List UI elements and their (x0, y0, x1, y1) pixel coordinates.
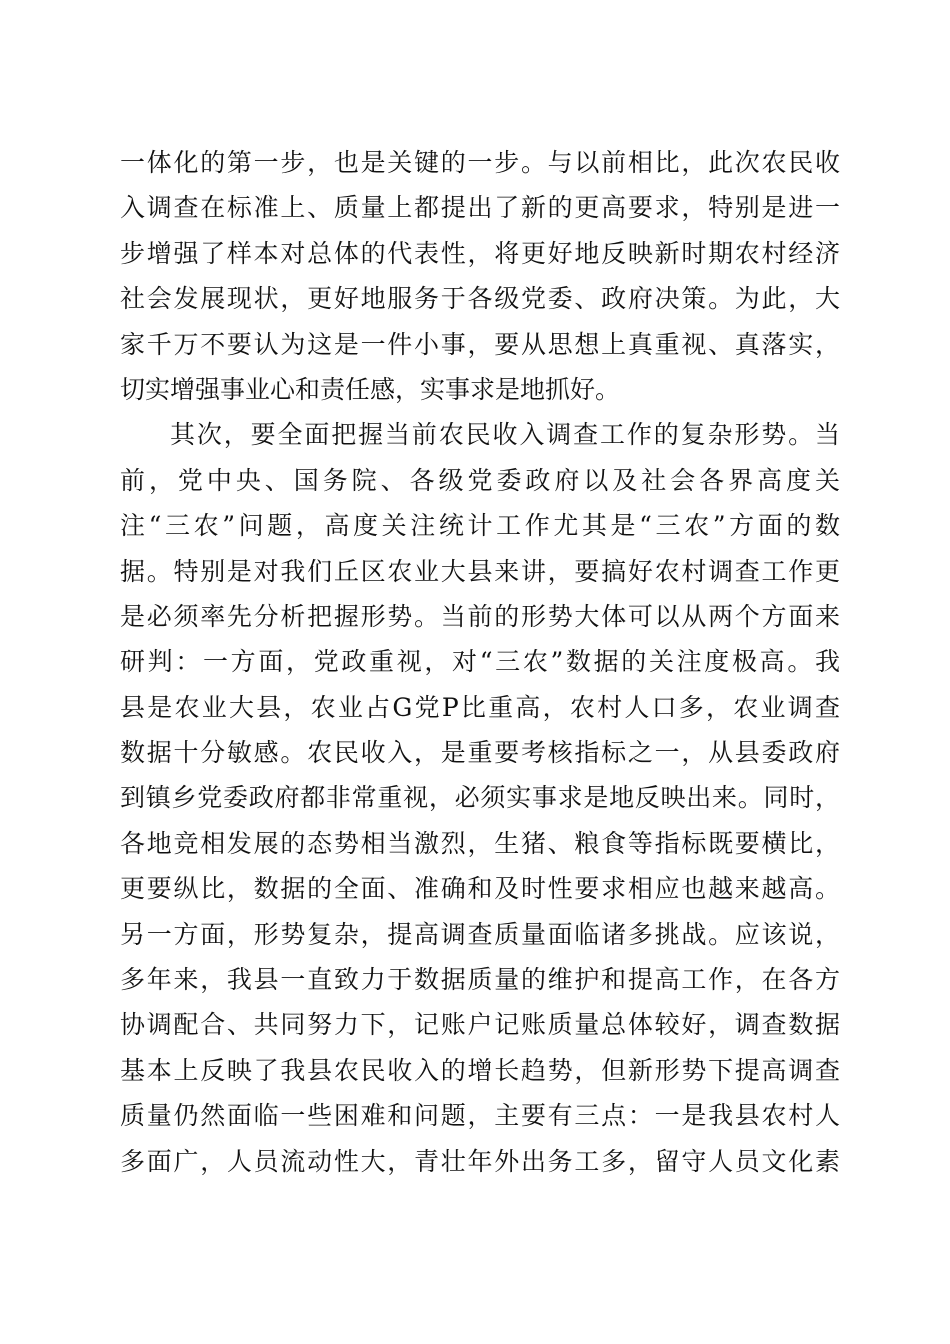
text-line-2: 入调查在标准上、质量上都提出了新的更高要求，特别是进一 (120, 193, 840, 223)
text-line-17: 更要纵比，数据的全面、准确和及时性要求相应也越来越高。 (120, 874, 840, 904)
text-line-22: 质量仍然面临一些困难和问题，主要有三点：一是我县农村人 (120, 1101, 840, 1131)
text-line-14: 数据十分敏感。农民收入，是重要考核指标之一，从县委政府 (120, 738, 840, 768)
text-line-15: 到镇乡党委政府都非常重视，必须实事求是地反映出来。同时， (120, 783, 840, 813)
text-line-9: 注“三农”问题，高度关注统计工作尤其是“三农”方面的数 (120, 511, 840, 541)
text-line-18: 另一方面，形势复杂，提高调查质量面临诸多挑战。应该说， (120, 919, 840, 949)
text-line-23: 多面广，人员流动性大，青壮年外出务工多，留守人员文化素 (120, 1146, 840, 1176)
text-line-13: 县是农业大县，农业占G党P比重高，农村人口多，农业调查 (120, 692, 840, 722)
text-line-19: 多年来，我县一直致力于数据质量的维护和提高工作，在各方 (120, 965, 840, 995)
text-line-12: 研判：一方面，党政重视，对“三农”数据的关注度极高。我 (120, 647, 840, 677)
text-line-4: 社会发展现状，更好地服务于各级党委、政府决策。为此，大 (120, 284, 840, 314)
text-line-1: 一体化的第一步，也是关键的一步。与以前相比，此次农民收 (120, 148, 840, 177)
text-line-5: 家千万不要认为这是一件小事，要从思想上真重视、真落实， (120, 329, 840, 359)
text-line-3: 步增强了样本对总体的代表性，将更好地反映新时期农村经济 (120, 238, 840, 268)
text-line-21: 基本上反映了我县农民收入的增长趋势，但新形势下提高调查 (120, 1055, 840, 1085)
text-line-10: 据。特别是对我们丘区农业大县来讲，要搞好农村调查工作更 (120, 556, 840, 586)
text-line-20: 协调配合、共同努力下，记账户记账质量总体较好，调查数据 (120, 1010, 840, 1040)
text-line-11: 是必须率先分析把握形势。当前的形势大体可以从两个方面来 (120, 601, 840, 631)
text-line-16: 各地竞相发展的态势相当激烈，生猪、粮食等指标既要横比， (120, 828, 840, 858)
text-line-8: 前，党中央、国务院、各级党委政府以及社会各界高度关 (120, 465, 840, 495)
text-line-7: 其次，要全面把握当前农民收入调查工作的复杂形势。当 (170, 420, 840, 450)
body-text (120, 140, 840, 1184)
text-line-6: 切实增强事业心和责任感，实事求是地抓好。 (120, 374, 621, 404)
